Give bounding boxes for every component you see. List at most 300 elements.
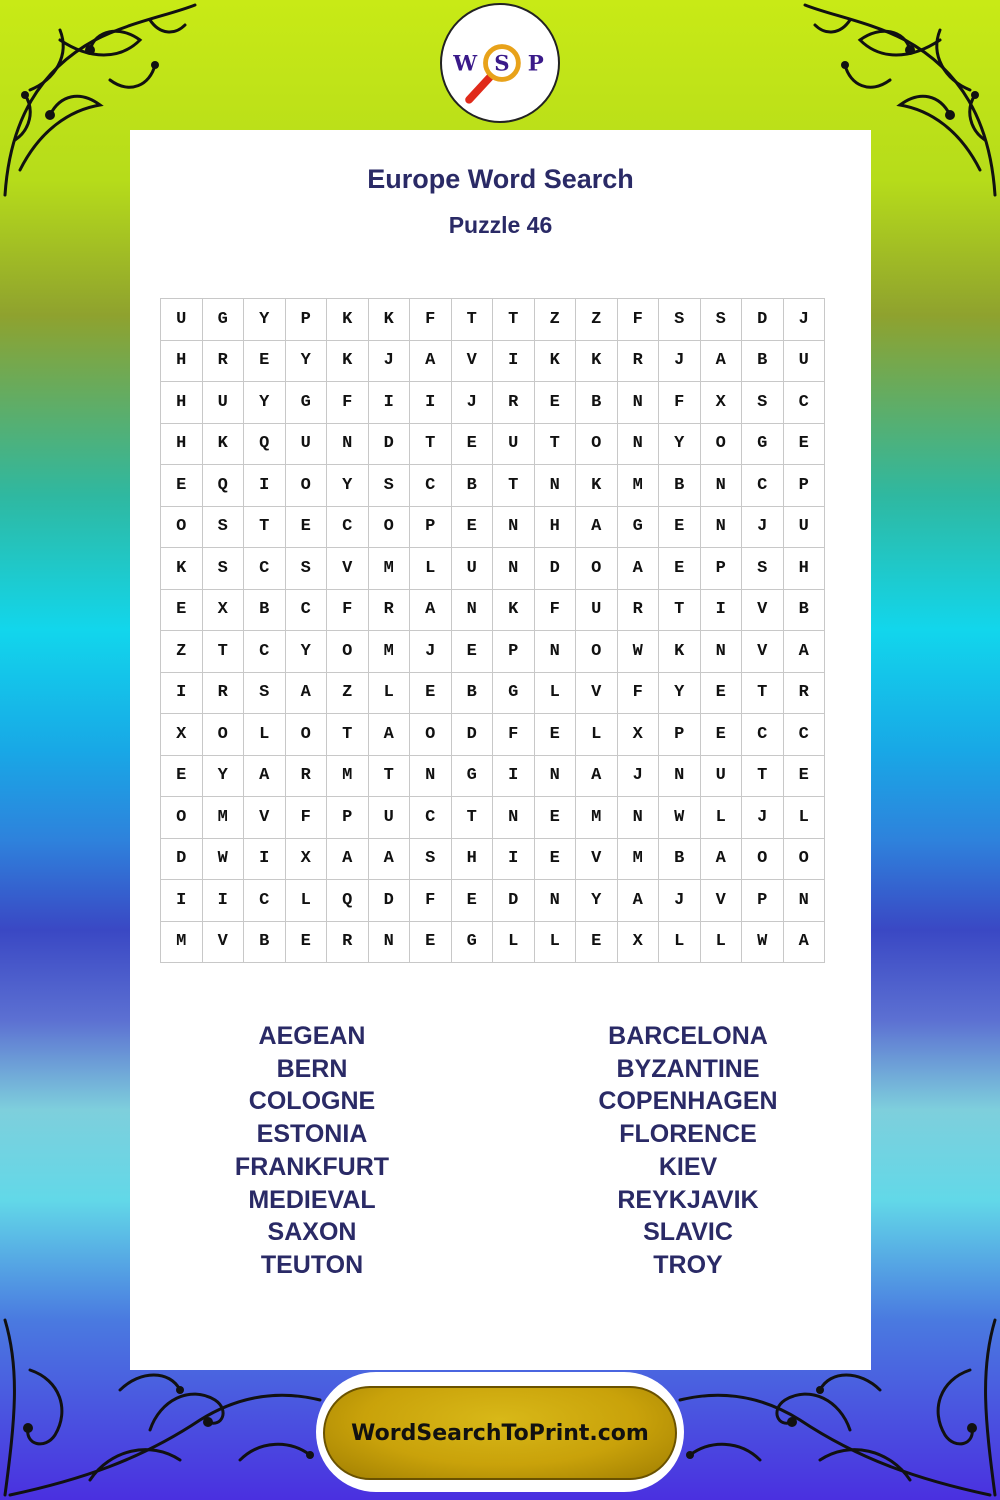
grid-cell[interactable]: S (659, 299, 701, 341)
grid-cell[interactable]: N (410, 755, 452, 797)
grid-cell[interactable]: J (783, 299, 825, 341)
grid-cell[interactable]: E (161, 755, 203, 797)
grid-cell[interactable]: L (700, 921, 742, 963)
grid-cell[interactable]: E (451, 631, 493, 673)
grid-cell[interactable]: D (493, 880, 535, 922)
grid-cell[interactable]: O (576, 631, 618, 673)
grid-cell[interactable]: H (161, 340, 203, 382)
grid-cell[interactable]: L (368, 672, 410, 714)
grid-cell[interactable]: B (742, 340, 784, 382)
word-list-item: MEDIEVAL (248, 1185, 376, 1214)
grid-cell[interactable]: W (659, 797, 701, 839)
grid-cell[interactable]: R (493, 382, 535, 424)
grid-cell[interactable]: O (202, 714, 244, 756)
grid-cell[interactable]: G (451, 921, 493, 963)
grid-cell[interactable]: U (451, 548, 493, 590)
grid-cell[interactable]: Z (327, 672, 369, 714)
grid-cell[interactable]: L (410, 548, 452, 590)
grid-cell[interactable]: W (742, 921, 784, 963)
grid-row (161, 672, 825, 714)
word-list-item: COPENHAGEN (598, 1087, 778, 1116)
grid-cell[interactable]: T (493, 465, 535, 507)
word-list-item: FLORENCE (619, 1120, 757, 1149)
grid-cell[interactable]: A (368, 838, 410, 880)
grid-cell[interactable]: S (742, 382, 784, 424)
grid-cell[interactable]: D (368, 423, 410, 465)
grid-cell[interactable]: T (659, 589, 701, 631)
grid-cell[interactable]: E (161, 465, 203, 507)
website-link-button[interactable]: WordSearchToPrint.com (323, 1386, 677, 1480)
grid-cell[interactable]: U (285, 423, 327, 465)
grid-cell[interactable]: C (742, 714, 784, 756)
grid-cell[interactable]: X (617, 921, 659, 963)
grid-cell[interactable]: T (742, 755, 784, 797)
grid-cell[interactable]: A (410, 589, 452, 631)
grid-cell[interactable]: M (327, 755, 369, 797)
grid-row (161, 880, 825, 922)
grid-cell[interactable]: C (244, 548, 286, 590)
grid-cell[interactable]: E (451, 423, 493, 465)
grid-cell[interactable]: I (161, 672, 203, 714)
grid-cell[interactable]: I (700, 589, 742, 631)
grid-cell[interactable]: D (161, 838, 203, 880)
grid-cell[interactable]: A (617, 880, 659, 922)
grid-cell[interactable]: G (493, 672, 535, 714)
grid-cell[interactable]: I (493, 755, 535, 797)
grid-cell[interactable]: E (783, 423, 825, 465)
grid-cell[interactable]: G (742, 423, 784, 465)
grid-cell[interactable]: M (576, 797, 618, 839)
grid-cell[interactable]: H (451, 838, 493, 880)
grid-cell[interactable]: U (368, 797, 410, 839)
grid-cell[interactable]: Q (202, 465, 244, 507)
grid-cell[interactable]: O (368, 506, 410, 548)
grid-cell[interactable]: E (410, 921, 452, 963)
grid-cell[interactable]: E (451, 506, 493, 548)
grid-cell[interactable]: R (617, 589, 659, 631)
grid-row (161, 340, 825, 382)
grid-cell[interactable]: S (368, 465, 410, 507)
grid-cell[interactable]: O (327, 631, 369, 673)
grid-cell[interactable]: K (161, 548, 203, 590)
grid-cell[interactable]: S (202, 506, 244, 548)
grid-cell[interactable]: D (368, 880, 410, 922)
grid-cell[interactable]: U (202, 382, 244, 424)
grid-cell[interactable]: J (368, 340, 410, 382)
grid-cell[interactable]: N (493, 797, 535, 839)
grid-cell[interactable]: O (742, 838, 784, 880)
grid-cell[interactable]: M (368, 548, 410, 590)
grid-cell[interactable]: K (493, 589, 535, 631)
grid-cell[interactable]: E (244, 340, 286, 382)
grid-cell[interactable]: K (576, 465, 618, 507)
grid-cell[interactable]: Y (244, 299, 286, 341)
grid-cell[interactable]: R (202, 340, 244, 382)
grid-cell[interactable]: F (285, 797, 327, 839)
grid-row (161, 548, 825, 590)
grid-cell[interactable]: F (534, 589, 576, 631)
grid-cell[interactable]: E (783, 755, 825, 797)
grid-cell[interactable]: L (576, 714, 618, 756)
grid-cell[interactable]: Y (285, 631, 327, 673)
grid-cell[interactable]: Y (576, 880, 618, 922)
grid-cell[interactable]: C (244, 631, 286, 673)
grid-cell[interactable]: B (659, 465, 701, 507)
grid-cell[interactable]: E (410, 672, 452, 714)
grid-cell[interactable]: M (368, 631, 410, 673)
grid-cell[interactable]: G (617, 506, 659, 548)
grid-cell[interactable]: J (659, 340, 701, 382)
grid-cell[interactable]: F (327, 382, 369, 424)
logo-letter-w: W (453, 51, 478, 77)
grid-cell[interactable]: P (742, 880, 784, 922)
grid-cell[interactable]: T (451, 797, 493, 839)
grid-cell[interactable]: I (244, 465, 286, 507)
grid-cell[interactable]: T (244, 506, 286, 548)
grid-cell[interactable]: E (659, 548, 701, 590)
grid-cell[interactable]: V (327, 548, 369, 590)
grid-cell[interactable]: I (410, 382, 452, 424)
grid-cell[interactable]: G (202, 299, 244, 341)
grid-cell[interactable]: B (451, 672, 493, 714)
grid-row (161, 797, 825, 839)
grid-cell[interactable]: M (202, 797, 244, 839)
grid-row (161, 299, 825, 341)
grid-cell[interactable]: J (742, 506, 784, 548)
word-list-item: COLOGNE (248, 1087, 376, 1116)
grid-cell[interactable]: K (659, 631, 701, 673)
grid-cell[interactable]: P (700, 548, 742, 590)
grid-row (161, 631, 825, 673)
grid-cell[interactable]: N (368, 921, 410, 963)
grid-cell[interactable]: K (327, 299, 369, 341)
grid-cell[interactable]: F (617, 299, 659, 341)
grid-cell[interactable]: H (534, 506, 576, 548)
grid-cell[interactable]: L (285, 880, 327, 922)
grid-cell[interactable]: O (700, 423, 742, 465)
grid-cell[interactable]: Y (659, 672, 701, 714)
grid-cell[interactable]: S (700, 299, 742, 341)
grid-cell[interactable]: U (783, 340, 825, 382)
grid-cell[interactable]: J (659, 880, 701, 922)
grid-cell[interactable]: Y (327, 465, 369, 507)
grid-cell[interactable]: L (659, 921, 701, 963)
grid-cell[interactable]: L (783, 797, 825, 839)
grid-cell[interactable]: N (659, 755, 701, 797)
grid-cell[interactable]: U (161, 299, 203, 341)
grid-cell[interactable]: S (202, 548, 244, 590)
grid-cell[interactable]: I (493, 838, 535, 880)
logo-letter-p: P (527, 51, 544, 77)
grid-cell[interactable]: J (451, 382, 493, 424)
grid-cell[interactable]: B (783, 589, 825, 631)
word-list-item: BYZANTINE (616, 1054, 760, 1083)
grid-cell[interactable]: A (700, 340, 742, 382)
grid-cell[interactable]: N (700, 465, 742, 507)
grid-cell[interactable]: A (783, 921, 825, 963)
grid-cell[interactable]: A (285, 672, 327, 714)
grid-cell[interactable]: R (783, 672, 825, 714)
grid-cell[interactable]: C (783, 714, 825, 756)
grid-cell[interactable]: P (285, 299, 327, 341)
word-list-item: REYKJAVIK (617, 1185, 759, 1214)
grid-cell[interactable]: O (285, 465, 327, 507)
grid-row (161, 714, 825, 756)
grid-row (161, 921, 825, 963)
grid-cell[interactable]: A (327, 838, 369, 880)
grid-cell[interactable]: N (493, 506, 535, 548)
grid-cell[interactable]: J (742, 797, 784, 839)
grid-cell[interactable]: N (617, 423, 659, 465)
grid-cell[interactable]: B (659, 838, 701, 880)
grid-row (161, 589, 825, 631)
grid-cell[interactable]: L (534, 672, 576, 714)
grid-cell[interactable]: F (327, 589, 369, 631)
grid-cell[interactable]: P (659, 714, 701, 756)
grid-row (161, 506, 825, 548)
logo-letter-s: S (494, 51, 510, 77)
grid-cell[interactable]: C (285, 589, 327, 631)
grid-cell[interactable]: U (493, 423, 535, 465)
grid-cell[interactable]: O (410, 714, 452, 756)
grid-cell[interactable]: E (161, 589, 203, 631)
grid-cell[interactable]: H (161, 423, 203, 465)
word-list-left (152, 1020, 472, 1282)
grid-cell[interactable]: N (493, 548, 535, 590)
grid-cell[interactable]: X (285, 838, 327, 880)
grid-cell[interactable]: K (327, 340, 369, 382)
page-title: Europe Word Search (367, 164, 634, 194)
grid-cell[interactable]: M (617, 465, 659, 507)
word-list-item: SAXON (267, 1218, 357, 1247)
grid-cell[interactable]: X (161, 714, 203, 756)
grid-cell[interactable]: V (576, 838, 618, 880)
grid-cell[interactable]: M (617, 838, 659, 880)
grid-cell[interactable]: T (742, 672, 784, 714)
grid-cell[interactable]: T (534, 423, 576, 465)
grid-cell[interactable]: G (285, 382, 327, 424)
grid-cell[interactable]: N (534, 755, 576, 797)
grid-cell[interactable]: P (410, 506, 452, 548)
grid-cell[interactable]: K (534, 340, 576, 382)
grid-row (161, 838, 825, 880)
grid-cell[interactable]: S (285, 548, 327, 590)
puzzle-number: Puzzle 46 (448, 212, 553, 238)
grid-cell[interactable]: E (285, 921, 327, 963)
word-list-item: BERN (276, 1054, 348, 1083)
word-list-item: TROY (653, 1250, 723, 1279)
grid-cell[interactable]: Z (161, 631, 203, 673)
wsp-logo[interactable] (440, 3, 560, 123)
grid-cell[interactable]: K (576, 340, 618, 382)
grid-cell[interactable]: F (410, 299, 452, 341)
grid-cell[interactable]: C (783, 382, 825, 424)
grid-cell[interactable]: Z (576, 299, 618, 341)
grid-cell[interactable]: C (327, 506, 369, 548)
grid-cell[interactable]: I (202, 880, 244, 922)
word-list-item: BARCELONA (608, 1022, 768, 1050)
grid-cell[interactable]: J (410, 631, 452, 673)
grid-cell[interactable]: Y (659, 423, 701, 465)
grid-cell[interactable]: D (451, 714, 493, 756)
grid-cell[interactable]: O (285, 714, 327, 756)
grid-cell[interactable]: U (700, 755, 742, 797)
grid-cell[interactable]: N (534, 631, 576, 673)
grid-cell[interactable]: E (534, 382, 576, 424)
grid-cell[interactable]: T (202, 631, 244, 673)
grid-cell[interactable]: A (368, 714, 410, 756)
grid-cell[interactable]: A (783, 631, 825, 673)
grid-cell[interactable]: V (202, 921, 244, 963)
letter-grid (160, 298, 825, 963)
grid-cell[interactable]: A (410, 340, 452, 382)
grid-cell[interactable]: S (244, 672, 286, 714)
grid-cell[interactable]: H (161, 382, 203, 424)
grid-cell[interactable]: V (244, 797, 286, 839)
grid-cell[interactable]: E (451, 880, 493, 922)
grid-cell[interactable]: R (368, 589, 410, 631)
grid-cell[interactable]: X (700, 382, 742, 424)
magnifier-logo-icon (442, 5, 558, 121)
grid-cell[interactable]: V (451, 340, 493, 382)
grid-cell[interactable]: V (742, 631, 784, 673)
grid-cell[interactable]: N (617, 382, 659, 424)
word-list-item: FRANKFURT (234, 1152, 390, 1181)
grid-cell[interactable]: R (202, 672, 244, 714)
grid-cell[interactable]: P (327, 797, 369, 839)
grid-row (161, 423, 825, 465)
grid-cell[interactable]: X (617, 714, 659, 756)
grid-cell[interactable]: L (244, 714, 286, 756)
grid-cell[interactable]: H (783, 548, 825, 590)
grid-cell[interactable]: O (783, 838, 825, 880)
grid-cell[interactable]: I (161, 880, 203, 922)
grid-cell[interactable]: V (700, 880, 742, 922)
puzzle-panel (130, 130, 871, 1370)
grid-cell[interactable]: M (161, 921, 203, 963)
grid-cell[interactable]: T (327, 714, 369, 756)
grid-cell[interactable]: F (659, 382, 701, 424)
grid-cell[interactable]: T (451, 299, 493, 341)
grid-cell[interactable]: D (742, 299, 784, 341)
grid-row (161, 382, 825, 424)
grid-cell[interactable]: I (244, 838, 286, 880)
grid-cell[interactable]: E (700, 714, 742, 756)
grid-cell[interactable]: E (576, 921, 618, 963)
grid-cell[interactable]: C (410, 465, 452, 507)
grid-cell[interactable]: Q (327, 880, 369, 922)
grid-cell[interactable]: U (783, 506, 825, 548)
grid-cell[interactable]: B (451, 465, 493, 507)
grid-cell[interactable]: B (244, 589, 286, 631)
grid-cell[interactable]: A (244, 755, 286, 797)
grid-cell[interactable]: B (576, 382, 618, 424)
grid-cell[interactable]: V (576, 672, 618, 714)
grid-cell[interactable]: B (244, 921, 286, 963)
grid-cell[interactable]: A (576, 506, 618, 548)
grid-cell[interactable]: X (202, 589, 244, 631)
grid-cell[interactable]: R (327, 921, 369, 963)
grid-cell[interactable]: R (617, 340, 659, 382)
grid-cell[interactable]: N (534, 880, 576, 922)
grid-cell[interactable]: D (534, 548, 576, 590)
grid-cell[interactable]: Q (244, 423, 286, 465)
grid-cell[interactable]: O (576, 423, 618, 465)
word-list-item: ESTONIA (256, 1120, 368, 1149)
grid-row (161, 755, 825, 797)
grid-cell[interactable]: T (410, 423, 452, 465)
grid-cell[interactable]: I (368, 382, 410, 424)
word-list-item: TEUTON (260, 1250, 364, 1279)
grid-cell[interactable]: U (576, 589, 618, 631)
grid-cell[interactable]: Z (534, 299, 576, 341)
grid-cell[interactable]: R (285, 755, 327, 797)
grid-cell[interactable]: J (617, 755, 659, 797)
grid-cell[interactable]: N (783, 880, 825, 922)
word-list-right (528, 1020, 848, 1282)
grid-cell[interactable]: E (700, 672, 742, 714)
grid-cell[interactable]: F (493, 714, 535, 756)
grid-cell[interactable]: K (202, 423, 244, 465)
grid-cell[interactable]: K (368, 299, 410, 341)
grid-cell[interactable]: N (534, 465, 576, 507)
grid-cell[interactable]: C (410, 797, 452, 839)
grid-cell[interactable]: P (493, 631, 535, 673)
grid-cell[interactable]: E (534, 714, 576, 756)
grid-cell[interactable]: S (742, 548, 784, 590)
grid-cell[interactable]: A (617, 548, 659, 590)
grid-cell[interactable]: O (161, 506, 203, 548)
grid-cell[interactable]: Y (202, 755, 244, 797)
grid-cell[interactable]: F (617, 672, 659, 714)
grid-cell[interactable]: N (617, 797, 659, 839)
grid-cell[interactable]: O (161, 797, 203, 839)
grid-cell[interactable]: G (451, 755, 493, 797)
grid-cell[interactable]: L (493, 921, 535, 963)
grid-cell[interactable]: E (534, 838, 576, 880)
grid-cell[interactable]: C (742, 465, 784, 507)
grid-cell[interactable]: W (202, 838, 244, 880)
grid-cell[interactable]: A (576, 755, 618, 797)
grid-cell[interactable]: N (451, 589, 493, 631)
grid-cell[interactable]: L (534, 921, 576, 963)
word-list-item: KIEV (658, 1152, 718, 1181)
grid-cell[interactable]: T (493, 299, 535, 341)
grid-cell[interactable]: P (783, 465, 825, 507)
grid-cell[interactable]: E (285, 506, 327, 548)
grid-cell[interactable]: N (327, 423, 369, 465)
grid-cell[interactable]: N (700, 631, 742, 673)
grid-cell[interactable]: Y (285, 340, 327, 382)
grid-cell[interactable]: N (700, 506, 742, 548)
grid-cell[interactable]: S (410, 838, 452, 880)
grid-cell[interactable]: T (368, 755, 410, 797)
grid-cell[interactable]: F (410, 880, 452, 922)
grid-cell[interactable]: I (493, 340, 535, 382)
grid-row (161, 465, 825, 507)
grid-cell[interactable]: L (700, 797, 742, 839)
grid-cell[interactable]: E (659, 506, 701, 548)
grid-cell[interactable]: E (534, 797, 576, 839)
word-list-item: SLAVIC (643, 1218, 733, 1247)
grid-cell[interactable]: W (617, 631, 659, 673)
word-list-item: AEGEAN (258, 1022, 366, 1050)
grid-cell[interactable]: Y (244, 382, 286, 424)
grid-cell[interactable]: O (576, 548, 618, 590)
grid-cell[interactable]: A (700, 838, 742, 880)
grid-cell[interactable]: C (244, 880, 286, 922)
grid-cell[interactable]: V (742, 589, 784, 631)
